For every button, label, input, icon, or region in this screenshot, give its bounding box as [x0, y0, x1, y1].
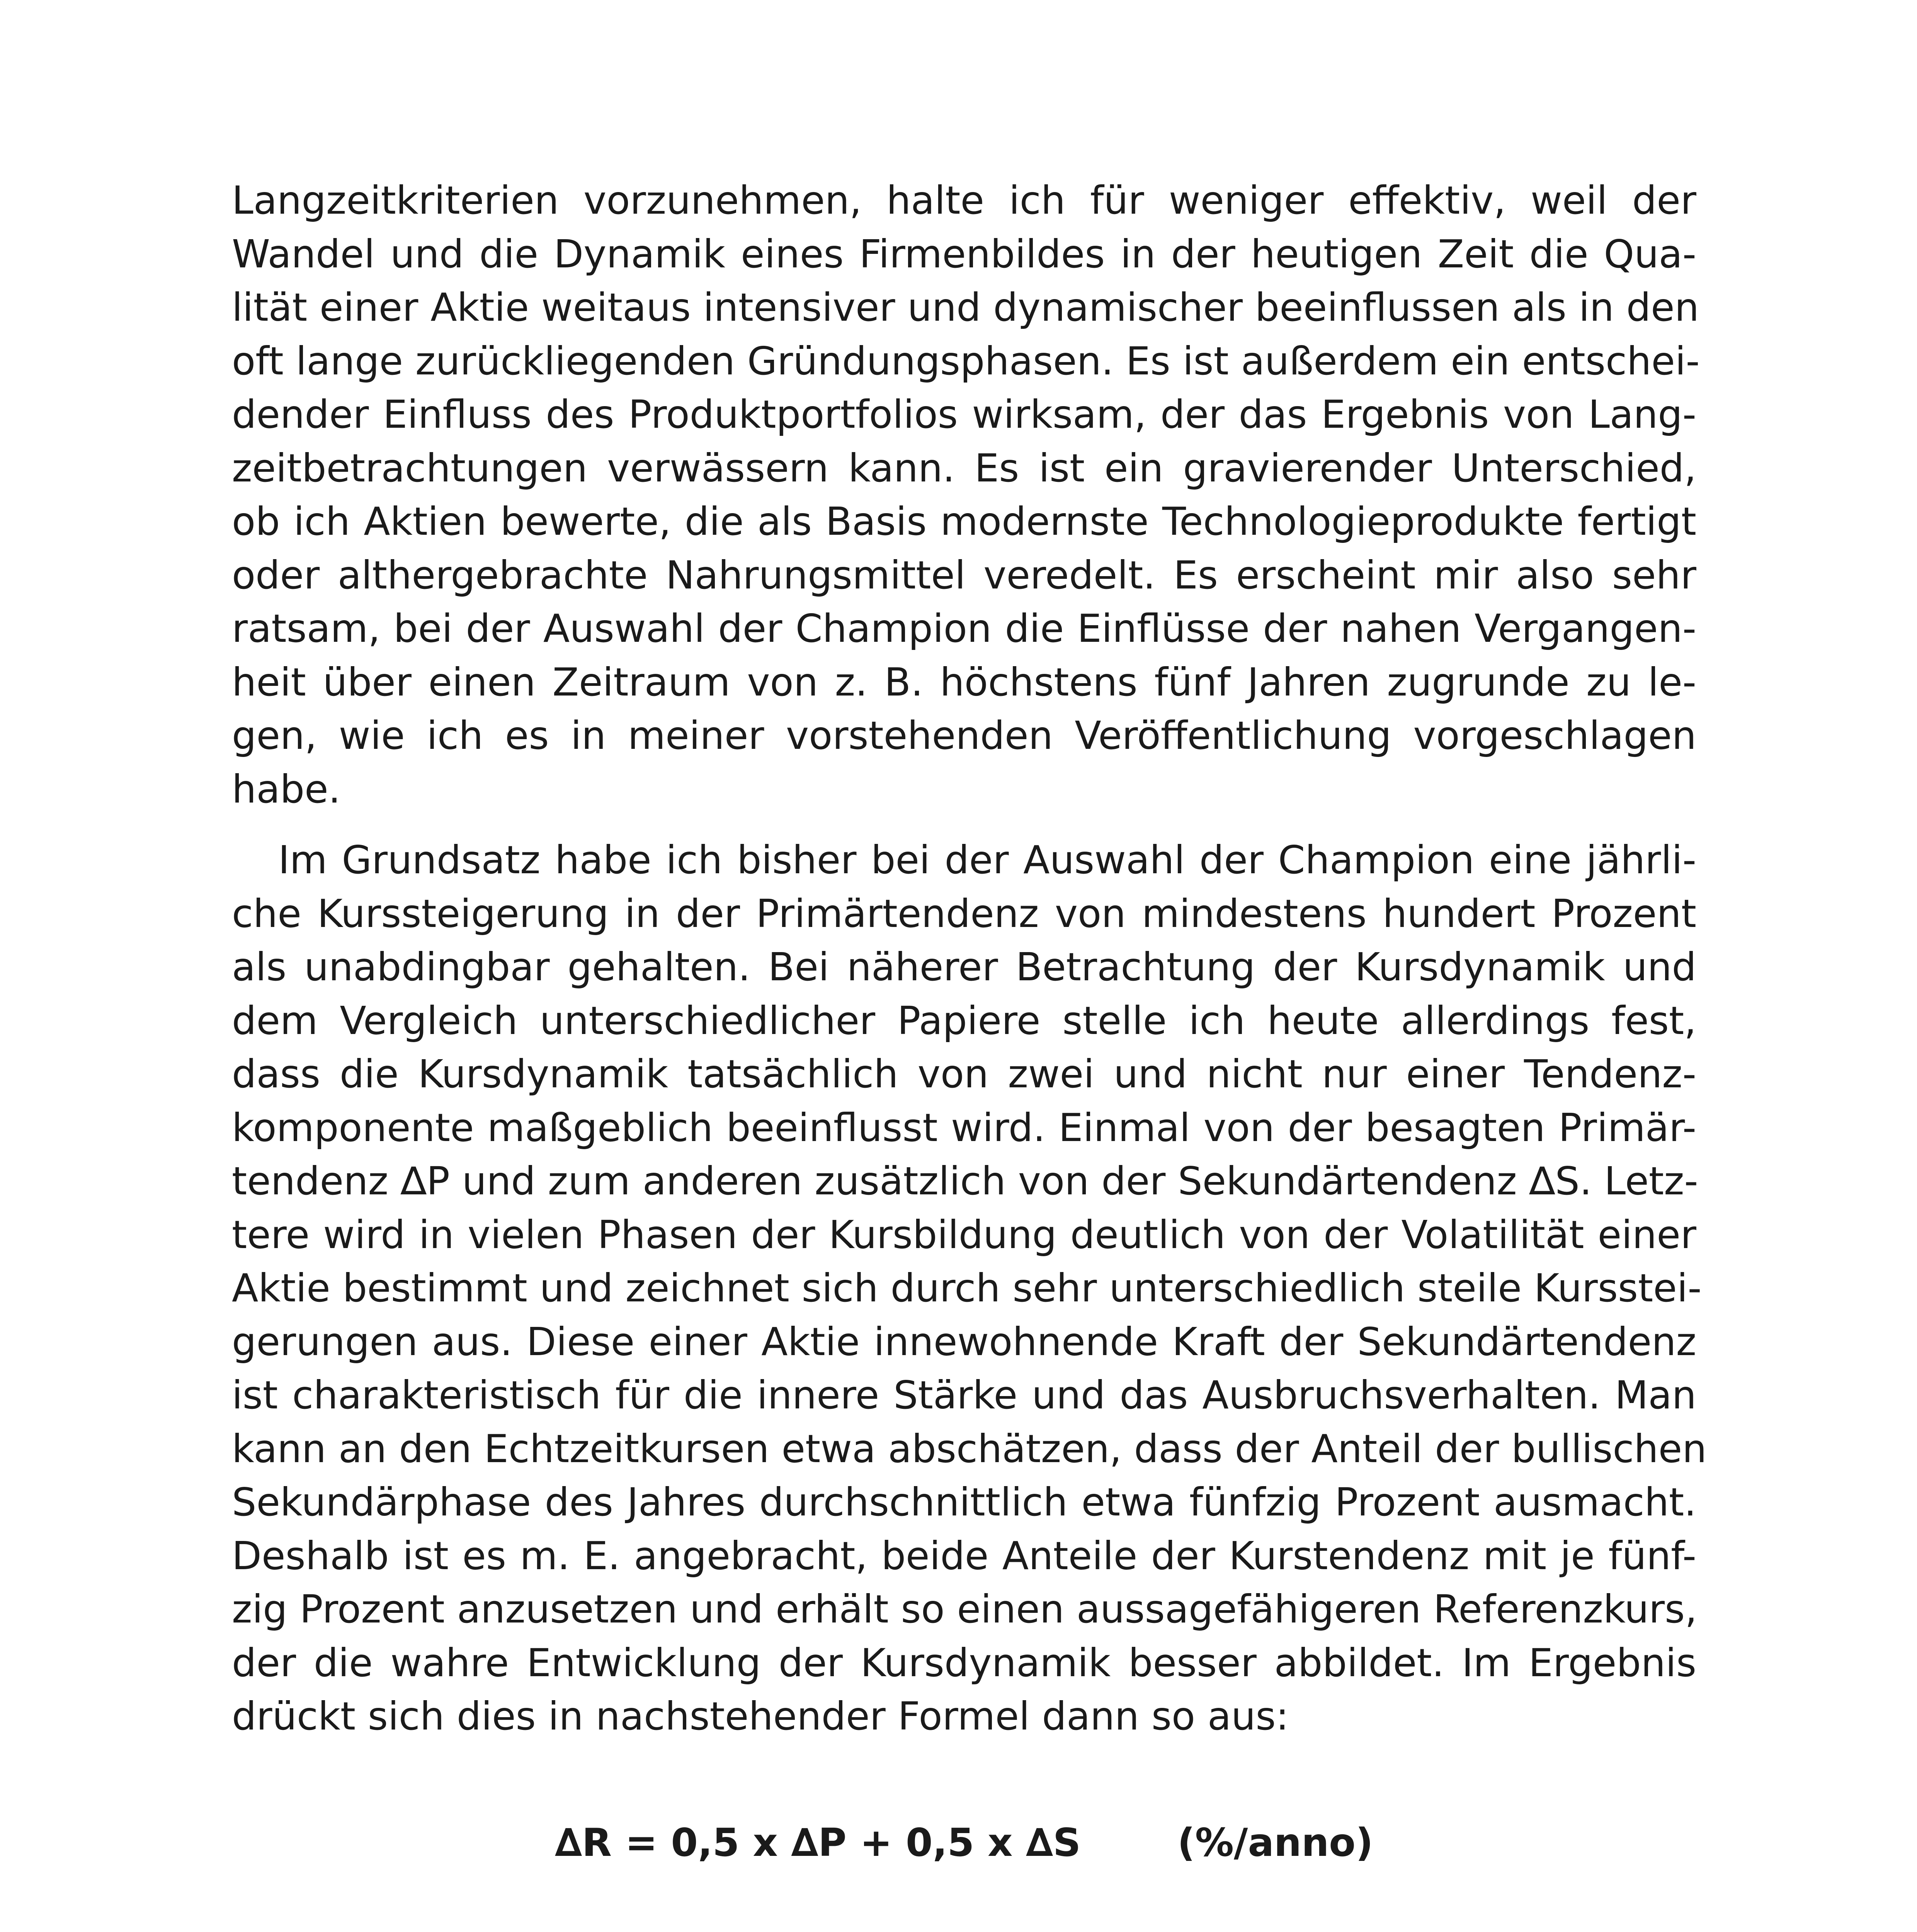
- paragraph-1: [232, 174, 1700, 816]
- text-line: der die wahre Entwicklung der Kursdynamik besser abbildet. Im Ergebnis: [232, 1640, 1696, 1685]
- text-line: gerungen aus. Diese einer Aktie innewohnende Kraft der Sekundärtendenz: [232, 1319, 1696, 1364]
- text-line: Wandel und die Dynamik eines Firmenbildes in der heutigen Zeit die Qua-: [232, 231, 1696, 277]
- text-line: dass die Kursdynamik tatsächlich von zwei und nicht nur einer Tendenz-: [232, 1051, 1696, 1097]
- text-line: heit über einen Zeitraum von z. B. höchstens fünf Jahren zugrunde zu le-: [232, 659, 1696, 705]
- formula-unit: (%/anno): [1177, 1820, 1373, 1865]
- text-line: Deshalb ist es m. E. angebracht, beide Anteile der Kurstendenz mit je fünf-: [232, 1533, 1696, 1578]
- text-line: Im Grundsatz habe ich bisher bei der Auswahl der Champion eine jährli-: [278, 837, 1696, 883]
- text-line: tendenz ∆P und zum anderen zusätzlich von der Sekundärtendenz ∆S. Letz-: [232, 1158, 1698, 1204]
- text-line: oft lange zurückliegenden Gründungsphasen. Es ist außerdem ein entschei-: [232, 338, 1700, 384]
- text-line: oder althergebrachte Nahrungsmittel veredelt. Es erscheint mir also sehr: [232, 552, 1696, 598]
- text-line: ob ich Aktien bewerte, die als Basis modernste Technologieprodukte fertigt: [232, 499, 1696, 544]
- text-line: che Kurssteigerung in der Primärtendenz von mindestens hundert Prozent: [232, 891, 1696, 936]
- text-line: Sekundärphase des Jahres durchschnittlich etwa fünfzig Prozent ausmacht.: [232, 1480, 1696, 1525]
- text-line: zeitbetrachtungen verwässern kann. Es ist ein gravierender Unterschied,: [232, 445, 1696, 491]
- text-line: Aktie bestimmt und zeichnet sich durch sehr unterschiedlich steile Kursstei-: [232, 1265, 1702, 1311]
- text-line: habe.: [232, 766, 341, 812]
- formula: [232, 1816, 1696, 1869]
- text-line: Langzeitkriterien vorzunehmen, halte ich für weniger effektiv, weil der: [232, 178, 1696, 223]
- text-line: lität einer Aktie weitaus intensiver und dynamischer beeinflussen als in den: [232, 285, 1699, 330]
- formula-expression: ∆R = 0,5 x ∆P + 0,5 x ∆S: [555, 1820, 1081, 1865]
- text-line: dem Vergleich unterschiedlicher Papiere stelle ich heute allerdings fest,: [232, 998, 1696, 1043]
- text-line: komponente maßgeblich beeinflusst wird. Einmal von der besagten Primär-: [232, 1105, 1696, 1150]
- body-text: [232, 174, 1707, 1743]
- text-line: kann an den Echtzeitkursen etwa abschätzen, dass der Anteil der bullischen: [232, 1426, 1707, 1471]
- text-line: tere wird in vielen Phasen der Kursbildung deutlich von der Volatilität einer: [232, 1212, 1696, 1257]
- text-line: als unabdingbar gehalten. Bei näherer Betrachtung der Kursdynamik und: [232, 944, 1696, 990]
- text-line: gen, wie ich es in meiner vorstehenden Veröffentlichung vorgeschlagen: [232, 713, 1696, 758]
- text-line: drückt sich dies in nachstehender Formel dann so aus:: [232, 1694, 1289, 1739]
- text-line: ist charakteristisch für die innere Stärke und das Ausbruchsverhalten. Man: [232, 1372, 1696, 1418]
- text-line: ratsam, bei der Auswahl der Champion die Einflüsse der nahen Vergangen-: [232, 606, 1696, 651]
- text-line: dender Einfluss des Produktportfolios wirksam, der das Ergebnis von Lang-: [232, 392, 1696, 437]
- paragraph-2: [232, 833, 1707, 1743]
- text-line: zig Prozent anzusetzen und erhält so einen aussagefähigeren Referenzkurs,: [232, 1587, 1698, 1632]
